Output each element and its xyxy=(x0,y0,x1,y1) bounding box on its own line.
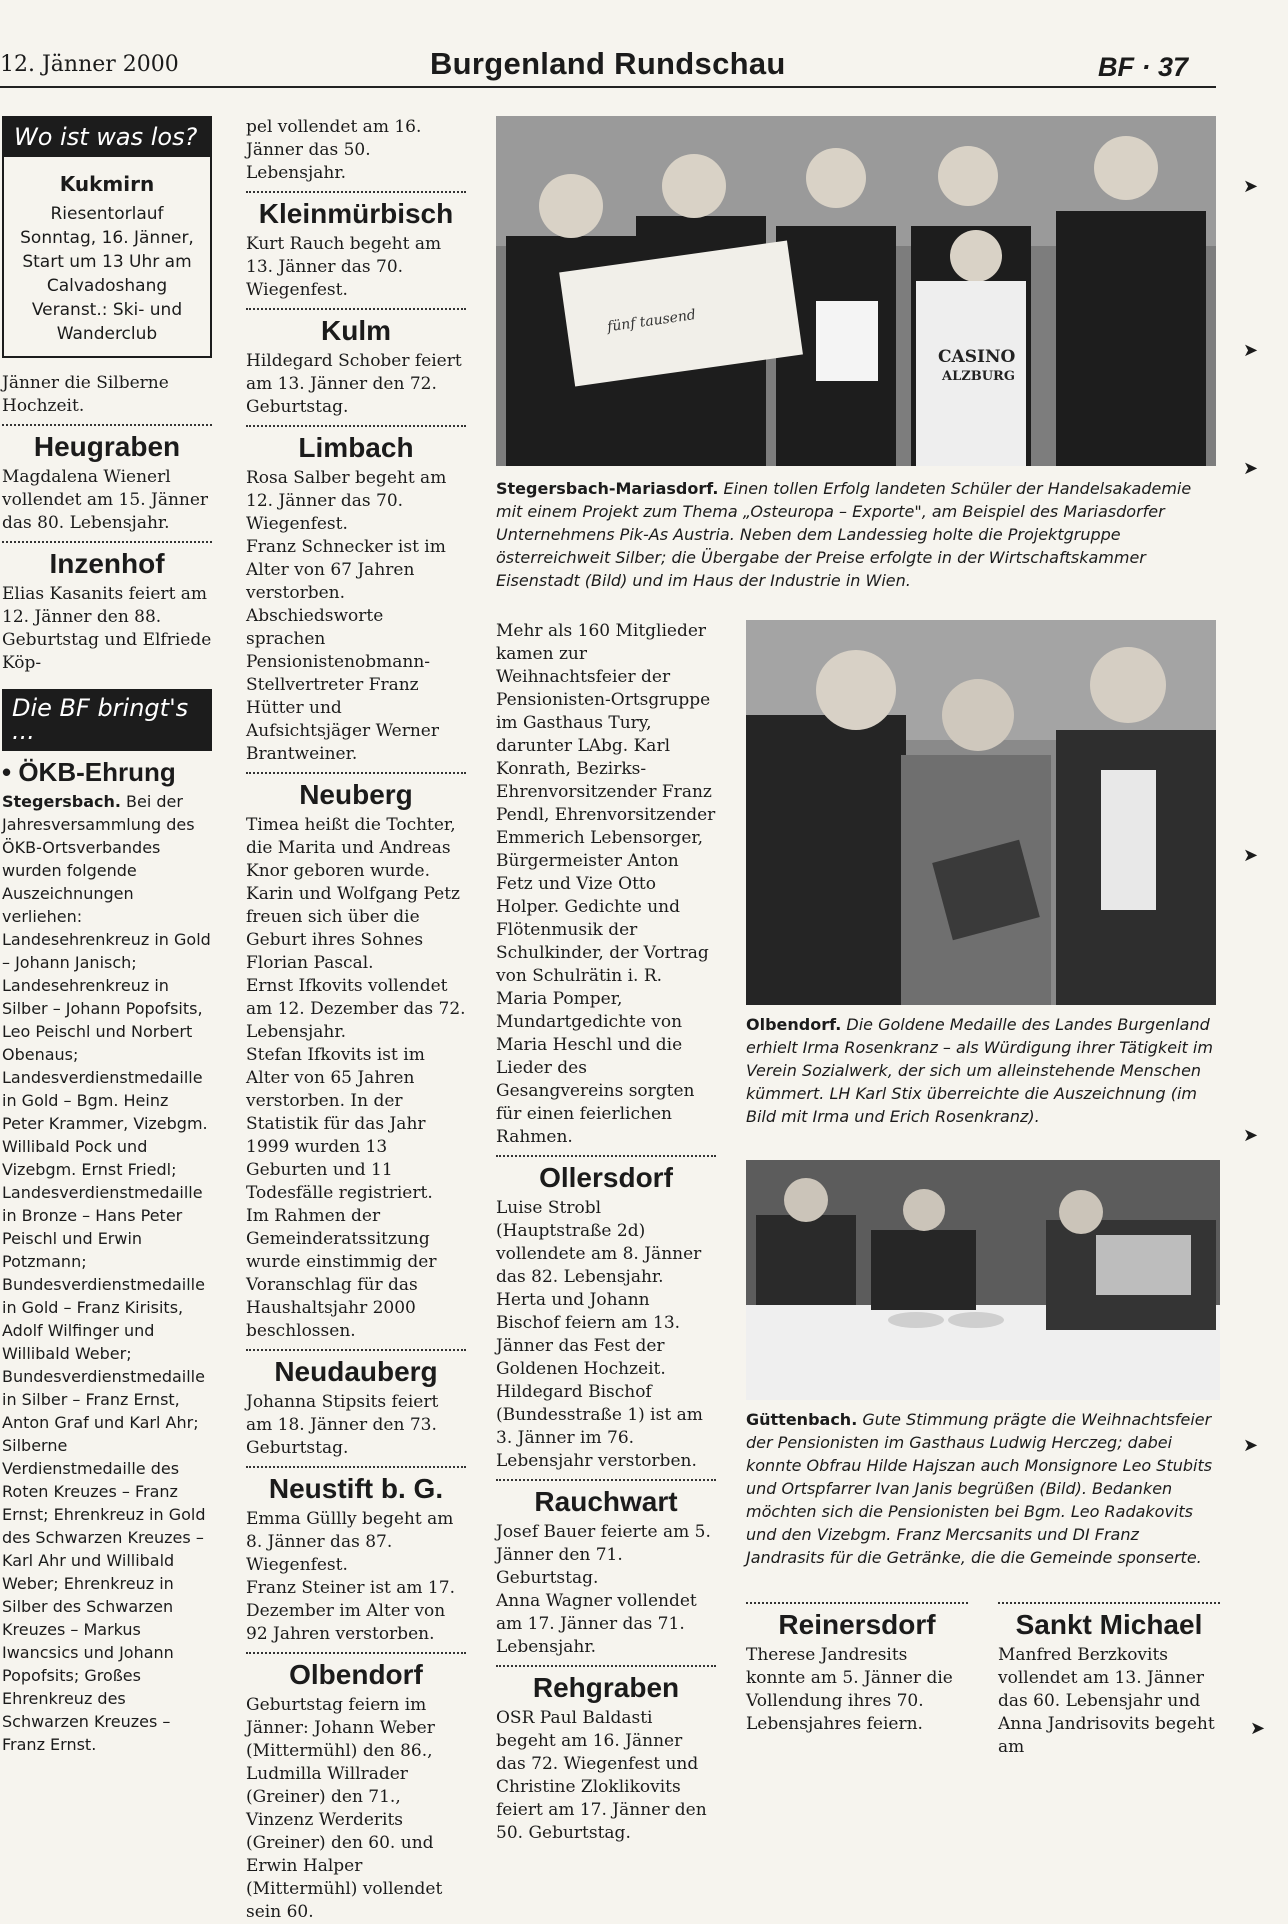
events-box-head: Wo ist was los? xyxy=(4,118,210,157)
town-heading-neustift: Neustift b. G. xyxy=(268,1473,444,1504)
bf-body: Bei der Jahresversammlung des ÖKB-Ortsverbandes wurden folgende Auszeichnungen verliehen: Landesehrenkreuz in Gold – Johann Janisch; Landesehrenkreuz in Silber – Johann Popofsits, Leo Peischl und Norbert Obenaus; Landesverdienstmedaille in Gold – Bgm. Heinz Peter Krammer, Vizebgm. Willibald Pock und Vizebgm. Ernst Friedl; Landesverdienstmedaille in Bronze – Hans Peter Peischl und Erwin Potzmann; Bundesverdienstmedaille in Gold – Franz Kirisits, Adolf Wilfinger und Willibald Weber; Bundesverdienstmedaille in Silber – Franz Ernst, Anton Graf und Karl Ahr; Silberne Verdienstmedaille des Roten Kreuzes – Franz Ernst; Ehrenkreuz in Gold des Schwarzen Kreuzes – Karl Ahr und Willibald Weber; Ehrenkreuz in Silber des Schwarzen Kreuzes – Markus Iwancsics und Johann Popofsits; Großes Ehrenkreuz des Schwarzen Kreuzes – Franz Ernst. xyxy=(2,792,211,1754)
column-5 xyxy=(998,1596,1220,1759)
divider xyxy=(246,1349,466,1351)
divider xyxy=(496,1155,716,1157)
column-1 xyxy=(2,116,212,1756)
rauchwart-text-2: Anna Wagner vollendet am 17. Jänner das 71. Lebensjahr. xyxy=(496,1591,697,1657)
margin-arrow-icon: ➤ xyxy=(1243,845,1259,866)
bf-box xyxy=(2,689,212,1756)
bf-box-head: Die BF bringt's ... xyxy=(2,689,212,751)
photo-award-caption xyxy=(496,477,1216,592)
margin-arrow-icon: ➤ xyxy=(1250,1718,1266,1739)
neuberg-text-2: Ernst Ifkovits vollendet am 12. Dezember das 72. Lebensjahr. xyxy=(246,976,466,1042)
inzenhof-text: Elias Kasanits feiert am 12. Jänner den 88. Geburtstag und Elfriede Köp- xyxy=(2,584,212,673)
photo-christmas-party-image xyxy=(746,1160,1220,1400)
town-heading-inzenhof: Inzenhof xyxy=(49,548,165,579)
caption-text: Gute Stimmung prägte die Weihnachtsfeier der Pensionisten im Gasthaus Ludwig Herczeg; dabei konnte Obfrau Hilde Hajszan auch Monsignore Leo Stubits und Ortspfarrer Ivan Janis begrüßen (Bild). Bedanken möchten sich die Pensionisten bei Bgm. Leo Radakovits und den Vizebgm. Franz Mercsanits und DI Franz Jandrasits für die Getränke, die die Gemeinde sponserte. xyxy=(746,1410,1213,1567)
margin-arrow-icon: ➤ xyxy=(1243,1435,1259,1456)
margin-arrow-icon: ➤ xyxy=(1243,340,1259,361)
divider xyxy=(246,191,466,193)
rauchwart-text-1: Josef Bauer feierte am 5. Jänner den 71. Geburtstag. xyxy=(496,1522,711,1588)
divider xyxy=(246,425,466,427)
divider xyxy=(246,308,466,310)
photo-medal-award-image xyxy=(746,620,1216,1005)
caption-lead: Stegersbach-Mariasdorf. xyxy=(496,479,719,498)
col1-continued-text: Jänner die Silberne Hochzeit. xyxy=(2,373,169,416)
heugraben-text: Magdalena Wienerl vollendet am 15. Jänner das 80. Lebensjahr. xyxy=(2,467,209,533)
town-heading-heugraben: Heugraben xyxy=(33,431,181,462)
kleinmuerbisch-text: Kurt Rauch begeht am 13. Jänner das 70. Wiegenfest. xyxy=(246,234,442,300)
margin-arrow-icon: ➤ xyxy=(1243,176,1259,197)
olbendorf-text: Geburtstag feiern im Jänner: Johann Weber (Mittermühl) den 86., Ludmilla Willrader (Greiner) den 71., Vinzenz Werderits (Greiner) den 60. und Erwin Halper (Mittermühl) vollendet sein 60. xyxy=(246,1695,443,1922)
photo-christmas-party xyxy=(746,1160,1220,1400)
limbach-text-1: Rosa Salber begeht am 12. Jänner das 70. Wiegenfest. xyxy=(246,468,447,534)
neuberg-text-3: Stefan Ifkovits ist im Alter von 65 Jahren verstorben. In der Statistik für das Jahr 1999 wurden 13 Geburten und 11 Todesfälle registriert. xyxy=(246,1045,433,1203)
newspaper-title: Burgenland Rundschau xyxy=(430,46,786,81)
col3-intro-text: Mehr als 160 Mitglieder kamen zur Weihnachtsfeier der Pensionisten-Ortsgruppe im Gasthaus Tury, darunter LAbg. Karl Konrath, Bezirks-Ehrenvorsitzender Franz Pendl, Ehrenvorsitzender Emmerich Lebensorger, Bürgermeister Anton Fetz und Vize Otto Holper. Gedichte und Flötenmusik der Schulkinder, der Vortrag von Schulrätin i. R. Maria Pomper, Mundartgedichte von Maria Heschl und die Lieder des Gesangvereins sorgten für einen feierlichen Rahmen. xyxy=(496,621,716,1147)
neuberg-text-1: Timea heißt die Tochter, die Marita und Andreas Knor geboren wurde. Karin und Wolfgang Petz freuen sich über die Geburt ihres Sohnes Florian Pascal. xyxy=(246,815,460,973)
divider xyxy=(496,1665,716,1667)
kulm-text: Hildegard Schober feiert am 13. Jänner den 72. Geburtstag. xyxy=(246,351,462,417)
caption-lead: Olbendorf. xyxy=(746,1015,842,1034)
bf-lead: Stegersbach. xyxy=(2,792,121,811)
divider xyxy=(998,1602,1220,1604)
divider xyxy=(496,1479,716,1481)
town-heading-kulm: Kulm xyxy=(321,315,391,346)
photo-medal-award xyxy=(746,620,1216,1005)
town-heading-rauchwart: Rauchwart xyxy=(534,1486,678,1517)
divider xyxy=(2,424,212,426)
ollersdorf-text-1: Luise Strobl (Hauptstraße 2d) vollendete am 8. Jänner das 82. Lebensjahr. xyxy=(496,1198,702,1287)
town-heading-sankt-michael: Sankt Michael xyxy=(1015,1609,1203,1640)
ollersdorf-text-2: Herta und Johann Bischof feiern am 13. Jänner das Fest der Goldenen Hochzeit. xyxy=(496,1290,681,1379)
caption-text: Einen tollen Erfolg landeten Schüler der Handelsakademie mit einem Projekt zum Thema „Osteuropa – Exporte", am Beispiel des Mariasdorfer Unternehmens Pik-As Austria. Neben dem Landessieg holte die Projektgruppe österreichweit Silber; die Übergabe der Preise erfolgte in der Wirtschaftskammer Eisenstadt (Bild) und im Haus der Industrie in Wien. xyxy=(496,479,1192,590)
sankt-michael-text: Manfred Berzkovits vollendet am 13. Jänner das 60. Lebensjahr und Anna Jandrisovits begeht am xyxy=(998,1645,1215,1757)
town-heading-neuberg: Neuberg xyxy=(299,779,413,810)
issue-date: 12. Jänner 2000 xyxy=(0,52,179,77)
check-text: fünf tausend xyxy=(606,307,697,336)
divider xyxy=(246,1652,466,1654)
ollersdorf-text-3: Hildegard Bischof (Bundesstraße 1) ist am 3. Jänner im 76. Lebensjahr verstorben. xyxy=(496,1382,703,1471)
col2-continued-text: pel vollendet am 16. Jänner das 50. Lebensjahr. xyxy=(246,117,422,183)
shirt-text-casino: CASINO xyxy=(938,347,1016,367)
page-number: BF · 37 xyxy=(1098,52,1189,82)
town-heading-neudauberg: Neudauberg xyxy=(274,1356,438,1387)
town-heading-reinersdorf: Reinersdorf xyxy=(778,1609,936,1640)
town-heading-rehgraben: Rehgraben xyxy=(532,1672,680,1703)
neustift-text-2: Franz Steiner ist am 17. Dezember im Alter von 92 Jahren verstorben. xyxy=(246,1578,455,1644)
town-heading-limbach: Limbach xyxy=(298,432,414,463)
margin-arrow-icon: ➤ xyxy=(1243,1125,1259,1146)
divider xyxy=(246,1466,466,1468)
town-heading-ollersdorf: Ollersdorf xyxy=(539,1162,673,1193)
margin-arrow-icon: ➤ xyxy=(1243,458,1259,479)
divider xyxy=(246,772,466,774)
town-heading-kleinmuerbisch: Kleinmürbisch xyxy=(258,198,454,229)
events-box-body: Riesentorlauf Sonntag, 16. Jänner, Start um 13 Uhr am Calvadoshang Veranst.: Ski- und Wanderclub xyxy=(20,204,194,344)
shirt-text-alzburg: ALZBURG xyxy=(942,369,1015,384)
photo-medal-caption xyxy=(746,1013,1216,1128)
divider xyxy=(746,1602,968,1604)
neuberg-text-4: Im Rahmen der Gemeinderatssitzung wurde einstimmig der Voranschlag für das Haushaltsjahr 2000 beschlossen. xyxy=(246,1206,437,1341)
photo-award-ceremony-image xyxy=(496,116,1216,466)
neudauberg-text: Johanna Stipsits feiert am 18. Jänner den 73. Geburtstag. xyxy=(246,1392,439,1458)
reinersdorf-text: Therese Jandresits konnte am 5. Jänner die Vollendung ihres 70. Lebensjahres feiern. xyxy=(746,1645,953,1734)
events-box-title: Kukmirn xyxy=(59,172,155,196)
events-box xyxy=(2,116,212,358)
divider xyxy=(2,541,212,543)
column-2 xyxy=(246,116,466,1924)
limbach-text-2: Franz Schnecker ist im Alter von 67 Jahren verstorben. Abschiedsworte sprachen Pensionistenobmann-Stellvertreter Franz Hütter und Aufsichtsjäger Werner Brantweiner. xyxy=(246,537,446,764)
caption-text: Die Goldene Medaille des Landes Burgenland erhielt Irma Rosenkranz – als Würdigung ihrer Tätigkeit im Verein Sozialwerk, der sich um alleinstehende Menschen kümmert. LH Karl Stix überreichte die Auszeichnung (im Bild mit Irma und Erich Rosenkranz). xyxy=(746,1015,1213,1126)
column-3 xyxy=(496,620,716,1845)
caption-lead: Güttenbach. xyxy=(746,1410,858,1429)
photo-christmas-caption xyxy=(746,1408,1220,1569)
header-rule xyxy=(0,86,1216,88)
photo-award-ceremony xyxy=(496,116,1216,466)
column-4 xyxy=(746,1596,968,1736)
town-heading-olbendorf: Olbendorf xyxy=(289,1659,423,1690)
rehgraben-text: OSR Paul Baldasti begeht am 16. Jänner das 72. Wiegenfest und Christine Zloklikovits feiert am 17. Jänner den 50. Geburtstag. xyxy=(496,1708,707,1843)
neustift-text-1: Emma Güllly begeht am 8. Jänner das 87. Wiegenfest. xyxy=(246,1509,454,1575)
bf-article xyxy=(2,790,212,1756)
bf-headline: • ÖKB-Ehrung xyxy=(2,757,176,787)
